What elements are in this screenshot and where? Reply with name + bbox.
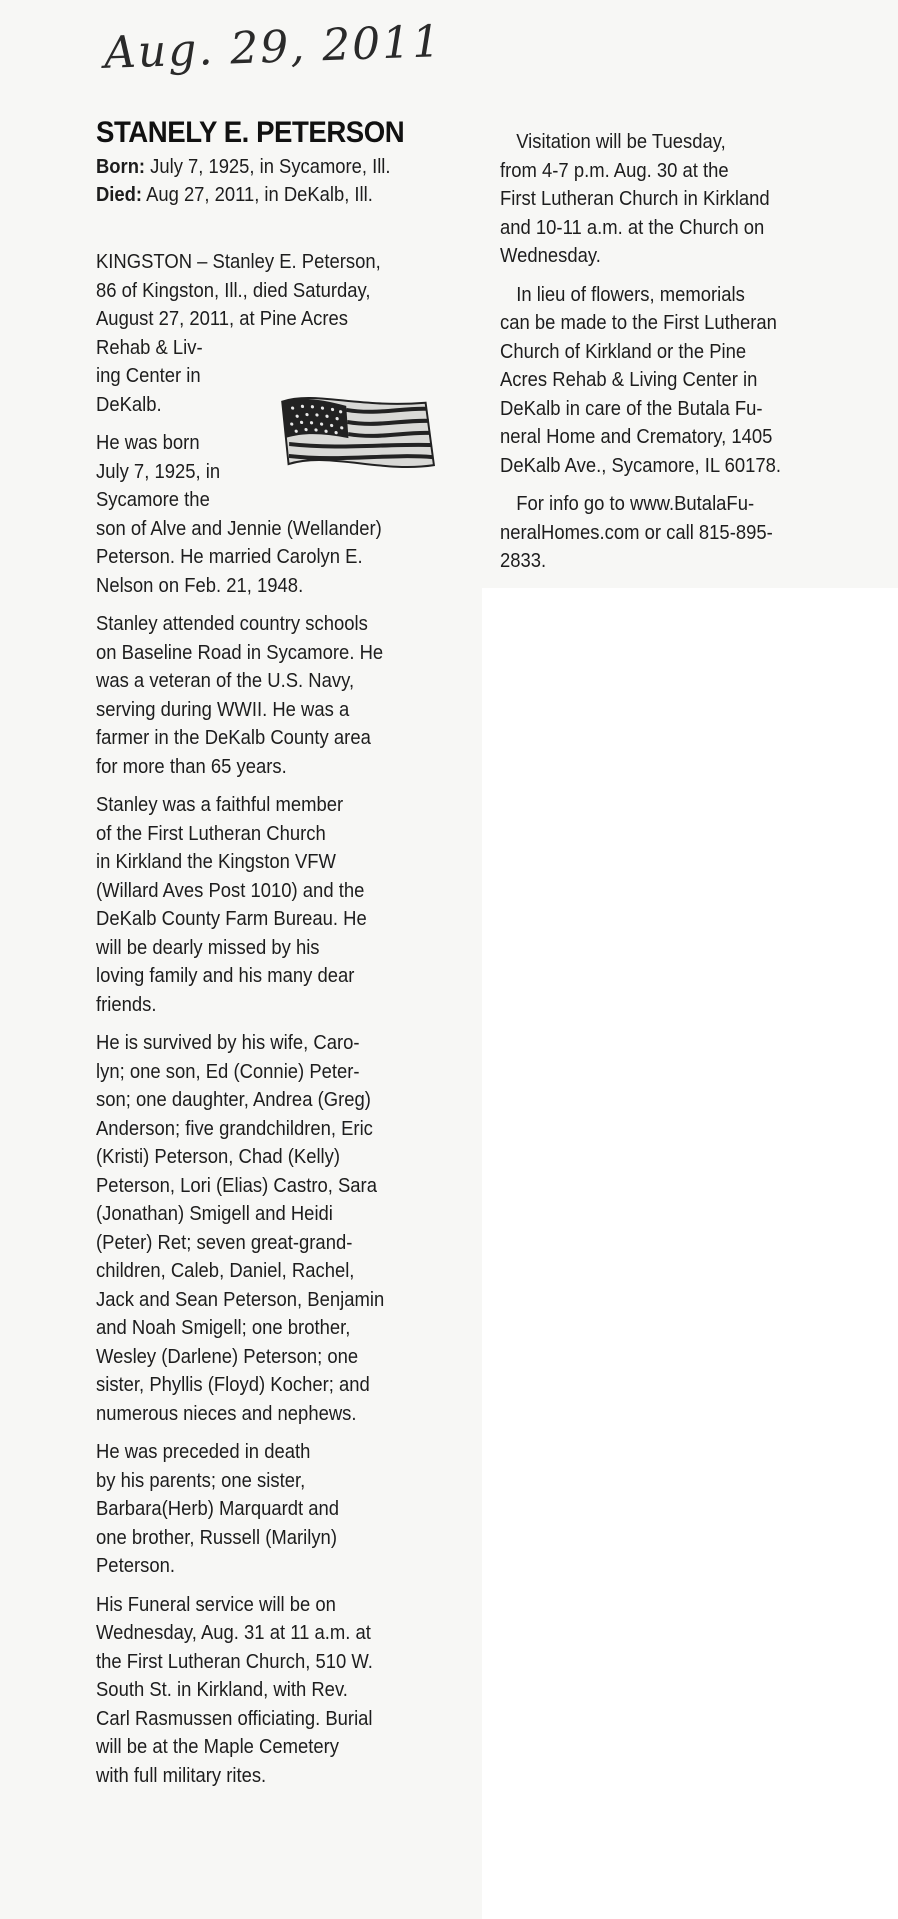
paragraph-gap [96,781,476,791]
paragraph-gap [500,271,880,281]
obituary-line: Visitation will be Tuesday, [516,130,726,153]
obituary-line: sister, Phyllis (Floyd) Kocher; and [96,1373,370,1396]
died-text: Aug 27, 2011, in DeKalb, Ill. [146,184,373,206]
obituary-line: numerous nieces and nephews. [96,1401,357,1425]
obituary-line: was a veteran of the U.S. Navy, [96,669,355,692]
obituary-line: by his parents; one sister, [96,1468,306,1492]
obituary-line: loving family and his many dear [96,964,355,987]
obituary-line: will be at the Maple Cemetery [96,1735,340,1758]
obituary-line: Nelson on Feb. 21, 1948. [96,573,304,597]
obituary-line: friends. [96,992,157,1016]
obituary-line: August 27, 2011, at Pine Acres [96,307,348,330]
obituary-line: DeKalb. [96,392,162,416]
obituary-line: Peterson, Lori (Elias) Castro, Sara [96,1173,377,1197]
obituary-line: He is survived by his wife, Caro- [96,1031,360,1054]
obituary-line: Jack and Sean Peterson, Benjamin [96,1287,385,1311]
obituary-line: Wednesday, Aug. 31 at 11 a.m. at [96,1621,371,1644]
obituary-line: Peterson. [96,1554,175,1577]
obituary-line: and Noah Smigell; one brother, [96,1316,351,1339]
obituary-line: ing Center in [96,364,201,387]
obituary-line: His Funeral service will be on [96,1592,336,1616]
died-label: Died: [96,184,142,206]
obituary-line: farmer in the DeKalb County area [96,726,371,749]
obituary-line: serving during WWII. He was a [96,697,350,721]
paragraph-gap [96,600,476,610]
obituary-line: neralHomes.com or call 815-895- [500,520,773,544]
obituary-line: lyn; one son, Ed (Connie) Peter- [96,1059,360,1083]
obituary-line: on Baseline Road in Sycamore. He [96,640,384,664]
obituary-line: and 10-11 a.m. at the Church on [500,215,765,239]
paragraph-gap [96,1581,476,1591]
paragraph-gap [96,1019,476,1029]
obituary-line: Stanley attended country schools [96,612,368,635]
obituary-line: Anderson; five grandchildren, Eric [96,1116,373,1140]
obituary-title: STANELY E. PETERSON [96,116,405,149]
died-line [96,184,373,207]
obituary-line: (Jonathan) Smigell and Heidi [96,1202,333,1225]
obituary-line: will be dearly missed by his [96,935,320,959]
born-label: Born: [96,156,146,178]
obituary-line: (Peter) Ret; seven great-grand- [96,1230,353,1254]
obituary-line: can be made to the First Lutheran [500,311,777,334]
obituary-line: 2833. [500,549,547,572]
obituary-line: the First Lutheran Church, 510 W. [96,1649,373,1673]
obituary-line: of the First Lutheran Church [96,821,326,845]
obituary-line: from 4-7 p.m. Aug. 30 at the [500,158,729,182]
obituary-line: South St. in Kirkland, with Rev. [96,1678,348,1701]
paragraph-gap [500,480,880,490]
obituary-line: neral Home and Crematory, 1405 [500,425,773,448]
obituary-line: son of Alve and Jennie (Wellander) [96,516,382,540]
obituary-line: Wednesday. [500,244,601,267]
obituary-line: July 7, 1925, in [96,459,221,483]
obituary-line: DeKalb County Farm Bureau. He [96,907,367,930]
obituary-line: one brother, Russell (Marilyn) [96,1525,337,1549]
obituary-right-column [500,128,880,576]
obituary-line: He was born [96,431,200,454]
obituary-line: 86 of Kingston, Ill., died Saturday, [96,278,371,302]
obituary-line: with full military rites. [96,1763,267,1787]
obituary-line: Rehab & Liv- [96,335,203,359]
obituary-line: DeKalb Ave., Sycamore, IL 60178. [500,453,782,477]
handwritten-date: Aug. 29, 2011 [103,16,443,79]
obituary-line: Barbara(Herb) Marquardt and [96,1497,340,1520]
obituary-line: for more than 65 years. [96,754,287,778]
obituary-line: (Kristi) Peterson, Chad (Kelly) [96,1145,341,1168]
american-flag-icon [278,378,438,470]
obituary-line: children, Caleb, Daniel, Rachel, [96,1259,355,1282]
obituary-line: Acres Rehab & Living Center in [500,368,758,391]
obituary-line: Peterson. He married Carolyn E. [96,545,363,568]
obituary-line: He was preceded in death [96,1440,311,1463]
obituary-line: In lieu of flowers, memorials [516,282,745,306]
obituary-line: Church of Kirkland or the Pine [500,339,747,363]
obituary-line: in Kirkland the Kingston VFW [96,850,336,873]
obituary-line: Sycamore the [96,488,210,511]
obituary-line: DeKalb in care of the Butala Fu- [500,396,763,420]
obituary-line: First Lutheran Church in Kirkland [500,187,770,210]
obituary-line: Stanley was a faithful member [96,793,344,816]
obituary-line: For info go to www.ButalaFu- [516,492,755,515]
obituary-line: Wesley (Darlene) Peterson; one [96,1344,359,1368]
obituary-line: son; one daughter, Andrea (Greg) [96,1088,371,1111]
paragraph-gap [96,1428,476,1438]
obituary-line: (Willard Aves Post 1010) and the [96,878,365,902]
born-line [96,156,391,179]
born-text: July 7, 1925, in Sycamore, Ill. [150,156,391,178]
obituary-line: Carl Rasmussen officiating. Burial [96,1706,373,1730]
obituary-line: KINGSTON – Stanley E. Peterson, [96,250,381,273]
obituary-left-column [96,248,476,1790]
